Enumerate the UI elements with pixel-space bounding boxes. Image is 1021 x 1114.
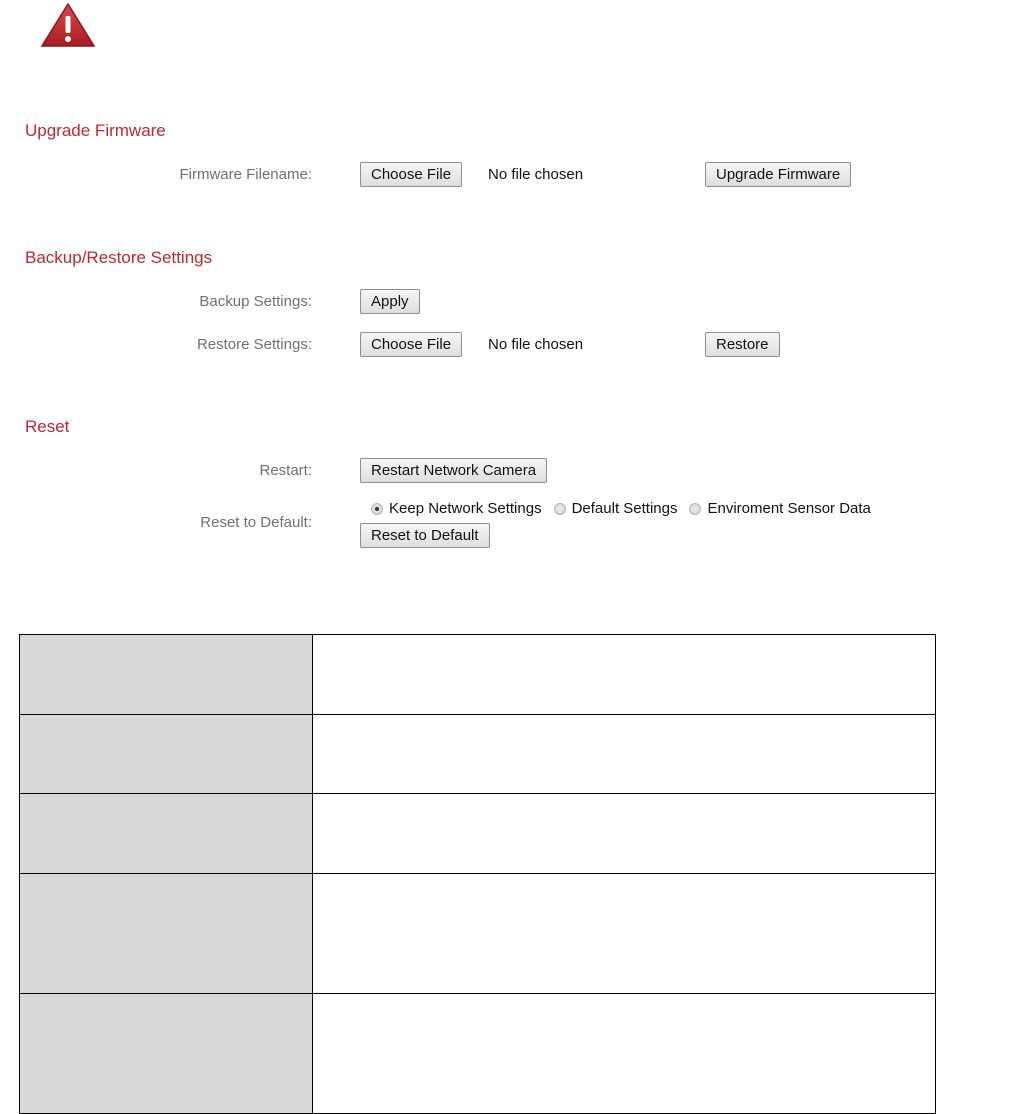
table-row [20, 715, 936, 794]
radio-label-enviroment-sensor-data[interactable]: Enviroment Sensor Data [707, 500, 871, 517]
firmware-filename-label: Firmware Filename: [179, 166, 312, 183]
table-cell-description [313, 874, 936, 994]
warning-triangle-icon [40, 2, 96, 48]
table-row [20, 994, 936, 1114]
reset-to-default-label: Reset to Default: [200, 514, 312, 531]
table-row [20, 794, 936, 874]
table-cell-description [313, 794, 936, 874]
restore-settings-label: Restore Settings: [196, 336, 312, 353]
restore-button[interactable]: Restore [705, 332, 780, 357]
table-row [20, 635, 936, 715]
reset-options-group [367, 500, 879, 517]
radio-keep-network-settings[interactable] [371, 503, 383, 515]
reset-to-default-button[interactable]: Reset to Default [360, 523, 490, 548]
firmware-choose-file-button[interactable]: Choose File [360, 162, 462, 187]
reset-title: Reset [25, 417, 70, 436]
radio-label-keep-network-settings[interactable]: Keep Network Settings [389, 500, 542, 517]
table-cell-label [20, 635, 313, 715]
upgrade-firmware-title: Upgrade Firmware [25, 121, 166, 140]
backup-settings-label: Backup Settings: [199, 293, 312, 310]
backup-restore-title: Backup/Restore Settings [25, 248, 213, 267]
table-cell-label [20, 715, 313, 794]
firmware-no-file-text: No file chosen [488, 166, 584, 183]
table-row [20, 874, 936, 994]
radio-enviroment-sensor-data[interactable] [689, 503, 701, 515]
table-cell-label [20, 794, 313, 874]
restart-label: Restart: [259, 462, 312, 479]
table-cell-label [20, 994, 313, 1114]
restore-choose-file-button[interactable]: Choose File [360, 332, 462, 357]
table-cell-description [313, 715, 936, 794]
table-cell-label [20, 874, 313, 994]
restart-network-camera-button[interactable]: Restart Network Camera [360, 458, 547, 483]
radio-label-default-settings[interactable]: Default Settings [571, 500, 678, 517]
upgrade-firmware-button[interactable]: Upgrade Firmware [705, 162, 851, 187]
description-table [19, 634, 936, 1114]
table-cell-description [313, 994, 936, 1114]
backup-apply-button[interactable]: Apply [360, 289, 420, 314]
radio-default-settings[interactable] [554, 503, 566, 515]
table-cell-description [313, 635, 936, 715]
restore-no-file-text: No file chosen [488, 336, 584, 353]
